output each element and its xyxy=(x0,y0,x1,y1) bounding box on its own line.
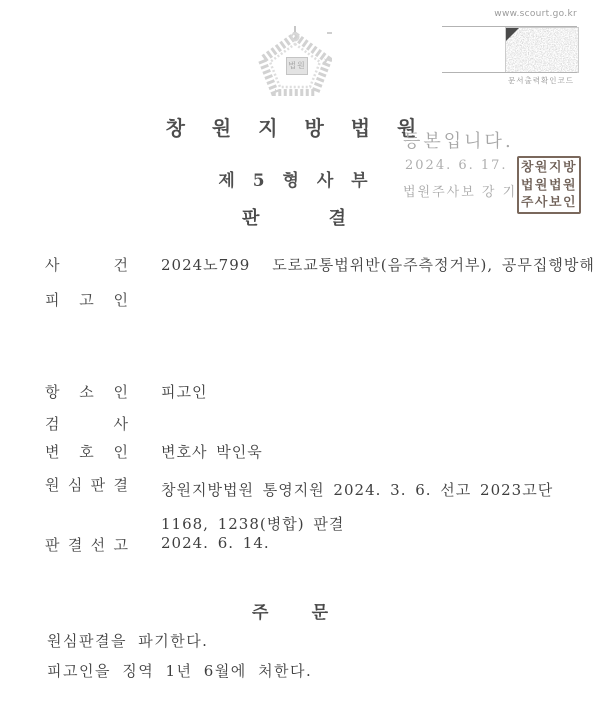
prosecutor-label: 검 사 xyxy=(45,415,129,433)
court-website-url: www.scourt.go.kr xyxy=(494,9,577,19)
seal-row: 법원법원 xyxy=(520,177,578,193)
case-number: 2024노799 xyxy=(161,256,251,274)
order-section-heading: 주 문 xyxy=(252,603,328,623)
defense-counsel-row xyxy=(45,441,263,462)
defendant-row xyxy=(45,289,161,310)
sentencing-date-value: 2024. 6. 14. xyxy=(161,534,270,552)
certified-copy-stamp-date: 2024. 6. 17. xyxy=(405,158,508,173)
certified-copy-stamp-officer: 법원주사보 강 기 xyxy=(403,185,518,200)
certified-copy-stamp-text: 등본입니다. xyxy=(403,131,514,152)
sentencing-date-label: 판 결 선 고 xyxy=(45,536,129,554)
court-name-title: 창 원 지 방 법 원 xyxy=(165,116,427,140)
prosecutor-row xyxy=(45,413,161,434)
document-type-title: 판 결 xyxy=(242,208,346,229)
case-row xyxy=(45,254,595,275)
appellant-label: 항 소 인 xyxy=(45,383,129,401)
official-seal-stamp xyxy=(517,156,581,214)
defendant-label: 피 고 인 xyxy=(45,291,129,309)
barcode-bottom-rule xyxy=(442,72,577,73)
seal-row: 주사보인 xyxy=(520,195,578,210)
appellant-value: 피고인 xyxy=(161,383,208,401)
barcode-caption: 문서출력확인코드 xyxy=(508,76,574,85)
verification-barcode xyxy=(505,27,579,73)
division-title: 제 5 형 사 부 xyxy=(218,171,374,191)
order-line: 원심판결을 파기한다. xyxy=(47,632,209,650)
seal-row: 창원지방 xyxy=(520,160,578,175)
lower-court-judgment-label: 원 심 판 결 xyxy=(45,476,129,494)
lower-court-judgment-row xyxy=(45,474,557,541)
defense-counsel-label: 변 호 인 xyxy=(45,443,129,461)
order-line: 피고인을 징역 1년 6월에 처한다. xyxy=(47,662,313,680)
case-name: 도로교통법위반(음주측정거부), 공무집행방해 xyxy=(272,256,595,274)
lower-court-judgment-value: 창원지방법원 통영지원 2024. 3. 6. 선고 2023고단1168, 1238(병합) 판결 xyxy=(161,481,554,533)
sentencing-date-row xyxy=(45,534,270,555)
emblem-center-label: 법원 xyxy=(286,57,308,75)
appellant-row xyxy=(45,381,207,402)
defense-counsel-value: 변호사 박인욱 xyxy=(161,443,263,461)
case-label: 사 건 xyxy=(45,256,129,274)
